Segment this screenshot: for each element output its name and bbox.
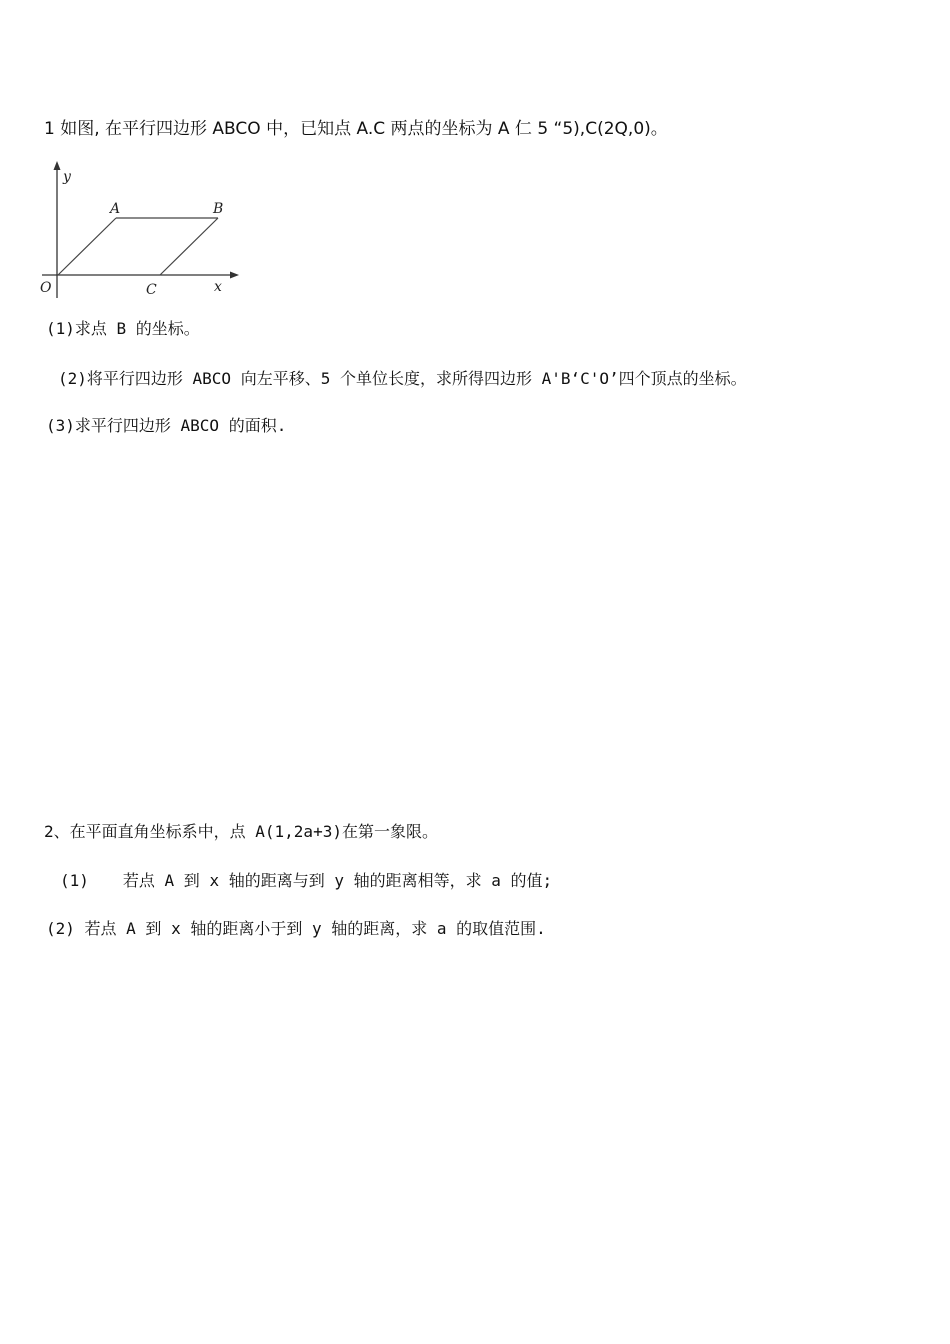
- problem1-intro: 1 如图, 在平行四边形 ABCO 中，已知点 A.C 两点的坐标为 A 仁 5 “5),C(2Q,0)。: [44, 119, 668, 139]
- problem1-question-1: (1)求点 B 的坐标。: [46, 319, 200, 338]
- y-axis-arrow: [54, 161, 61, 170]
- parallelogram-figure: [38, 158, 248, 303]
- label-b: B: [213, 201, 224, 217]
- label-o: O: [40, 280, 52, 296]
- label-y: y: [63, 169, 71, 185]
- problem1-question-3: (3)求平行四边形 ABCO 的面积.: [46, 416, 287, 435]
- x-axis-arrow: [230, 272, 239, 279]
- problem2-question-2: (2) 若点 A 到 x 轴的距离小于到 y 轴的距离，求 a 的取值范围.: [46, 919, 546, 938]
- problem2-question-1-text: 若点 A 到 x 轴的距离与到 y 轴的距离相等，求 a 的值;: [122, 871, 553, 890]
- label-a: A: [110, 201, 121, 217]
- side-bc: [160, 218, 218, 275]
- side-oa: [58, 218, 116, 275]
- problem1-question-2: (2)将平行四边形 ABCO 向左平移、5 个单位长度，求所得四边形 A'B‘C'O’四个顶点的坐标。: [58, 369, 747, 388]
- problem2-question-1: [60, 870, 552, 892]
- label-x: x: [214, 279, 222, 295]
- problem2-intro: 2、在平面直角坐标系中，点 A(1,2a+3)在第一象限。: [44, 822, 438, 841]
- problem2-question-1-number: (1): [60, 871, 89, 890]
- label-c: C: [146, 282, 157, 298]
